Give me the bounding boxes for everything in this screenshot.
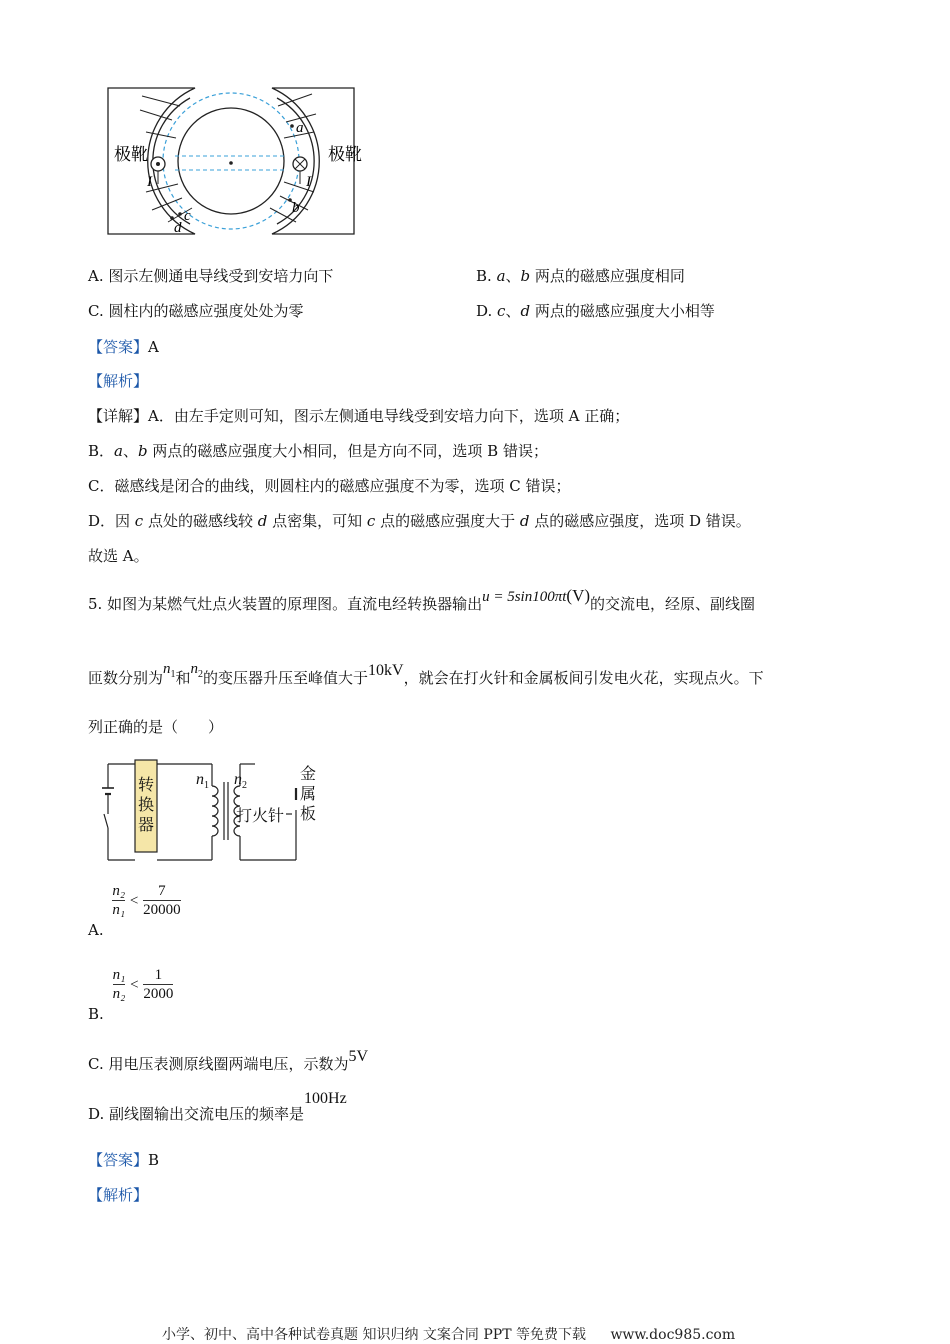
label-current-right: I [306,174,311,190]
q4-answer-value: A [148,338,159,356]
q5-answer [88,1150,159,1170]
q4-option-d-rest: 两点的磁感应强度大小相等 [530,302,715,320]
q5-option-b-op: < [130,976,139,993]
q5-option-b-lhs [113,966,126,1003]
q5-answer-value: B [148,1151,160,1169]
q5-formula: u = 5sin100πt [482,589,567,605]
q5-option-b-den: n₂ [112,986,126,1002]
q5-option-a-op: < [129,892,139,909]
q4-detail-line2-prefix: B． [88,442,115,460]
q5-option-a-label: A. [88,920,104,939]
label-a: a [296,120,304,136]
q5-option-c [88,1048,369,1075]
q4-detail-line2 [88,441,548,461]
q4-detail-line3: C．磁感线是闭合的曲线，则圆柱内的磁感应强度不为零，选项 C 错误； [88,477,571,495]
q4-detail-line4-c2: c [366,512,376,530]
q5-stem-line1 [88,586,756,615]
q5-option-c-text: C. 用电压表测原线圈两端电压，示数为 [88,1055,349,1073]
q5-option-b [88,967,174,1023]
pole-label-left: 极靴 [114,145,148,165]
q4-detail-line5: 故选 A。 [88,547,149,565]
q4-option-b-prefix: B. [476,267,497,285]
pole-label-right: 极靴 [328,145,362,165]
q4-option-d-prefix: D. [476,302,498,320]
q4-detail-line4-d2: d [519,512,530,530]
q4-option-b-a: a [496,267,506,285]
q4-detail-line4-prefix: D．因 [88,512,135,530]
q5-option-b-rnum: 1 [154,967,163,983]
q5-option-d [88,1090,347,1125]
q5-option-a-rden: 20000 [143,902,181,918]
q4-option-c: C. 圆柱内的磁感应强度处处为零 [88,302,304,320]
q5-stem-part1: 5. 如图为某燃气灶点火装置的原理图。直流电经转换器输出 [88,595,483,613]
q5-option-d-value: 100Hz [304,1090,347,1107]
q4-detail-line4 [88,511,751,531]
q4-option-b [476,266,685,286]
q5-option-a-num: n₂ [112,883,126,899]
q5-analysis-label: 【解析】 [88,1186,149,1204]
q5-option-a [88,883,181,939]
q5-n2: n [190,661,199,677]
q5-stem-part2: 的交流电，经原、副线圈 [590,595,756,613]
q4-answer [88,337,159,357]
q4-detail-line2-sep: 、 [122,442,138,460]
q5-option-a-rhs [143,882,181,919]
footer [162,1324,735,1344]
q5-option-a-lhs [112,882,125,919]
q4-detail-line2-b: b [138,442,148,460]
q4-detail-line4-mid2: 点密集，可知 [267,512,367,530]
q5-stem-line2 [88,661,764,695]
converter-label: 转换器 [138,775,155,834]
q4-detail-line1: 【详解】A．由左手定则可知，图示左侧通电导线受到安培力向下，选项 A 正确； [88,407,630,425]
q4-detail-line4-mid: 点处的磁感线较 [143,512,258,530]
q4-option-b-b: b [520,267,531,285]
fig2-n2-label [234,771,247,791]
q5-option-a-den: n₁ [112,902,126,918]
q4-detail-line2-a: a [114,442,123,460]
q5-option-b-num: n₁ [112,967,126,983]
q4-option-d [476,301,715,321]
q5-option-d-text: D. 副线圈输出交流电压的频率是 [88,1105,305,1123]
label-d: d [174,220,182,236]
q5-n1: n [163,661,171,677]
q5-option-b-label: B. [88,1004,104,1023]
label-current-left: I [147,174,152,190]
q4-option-b-rest: 两点的磁感应强度相同 [530,267,685,285]
fig2-n2-sub: 2 [242,780,247,792]
fig2-n1-sub: 1 [204,780,209,792]
igniter-circuit-figure [100,758,330,868]
q4-option-a: A. 图示左侧通电导线受到安培力向下 [88,267,334,285]
q4-detail-line4-end: 点的磁感应强度，选项 D 错误。 [529,512,751,530]
q4-analysis-label: 【解析】 [88,372,149,390]
q5-stem-line3: 列正确的是（ ） [88,718,224,736]
q4-detail-line2-rest: 两点的磁感应强度大小相同，但是方向不同，选项 B 错误； [147,442,548,460]
q5-option-a-rnum: 7 [158,883,166,899]
label-c: c [184,208,191,224]
footer-text: 小学、初中、高中各种试卷真题 知识归纳 文案合同 PPT 等免费下载 [162,1327,586,1343]
q5-and: 和 [175,669,191,687]
q4-detail-line4-c: c [134,512,144,530]
label-b: b [292,200,300,216]
q5-option-b-rden: 2000 [143,986,174,1002]
q4-answer-label: 【答案】 [88,338,149,356]
q4-option-b-sep: 、 [505,267,521,285]
fig2-n2: n [234,771,242,788]
q4-option-d-sep: 、 [505,302,521,320]
q4-detail-line4-d: d [257,512,268,530]
fig2-n1-label [196,771,209,791]
q5-option-c-value: 5V [348,1048,369,1065]
q5-stem-part5: ，就会在打火针和金属板间引发电火花，实现点火。下 [403,669,764,687]
q5-answer-label: 【答案】 [88,1151,149,1169]
q5-kv: 10kV [368,662,404,679]
q5-n1-sub: 1 [170,669,176,680]
q5-option-b-rhs [143,966,173,1003]
q5-stem-part3: 匝数分别为 [88,669,164,687]
fig2-n1: n [196,771,204,788]
q5-stem-part4: 的变压器升压至峰值大于 [203,669,369,687]
footer-url[interactable]: www.doc985.com [610,1327,736,1343]
q4-option-d-d: d [520,302,531,320]
q5-n2-sub: 2 [198,669,204,680]
q4-option-d-c: c [497,302,506,320]
plate-label: 金属板 [300,764,317,823]
magnetic-field-figure [100,80,362,248]
q5-formula-unit: (V) [566,586,591,605]
needle-label: 打火针 [236,806,285,825]
q4-detail-line4-mid3: 点的磁感应强度大于 [375,512,520,530]
